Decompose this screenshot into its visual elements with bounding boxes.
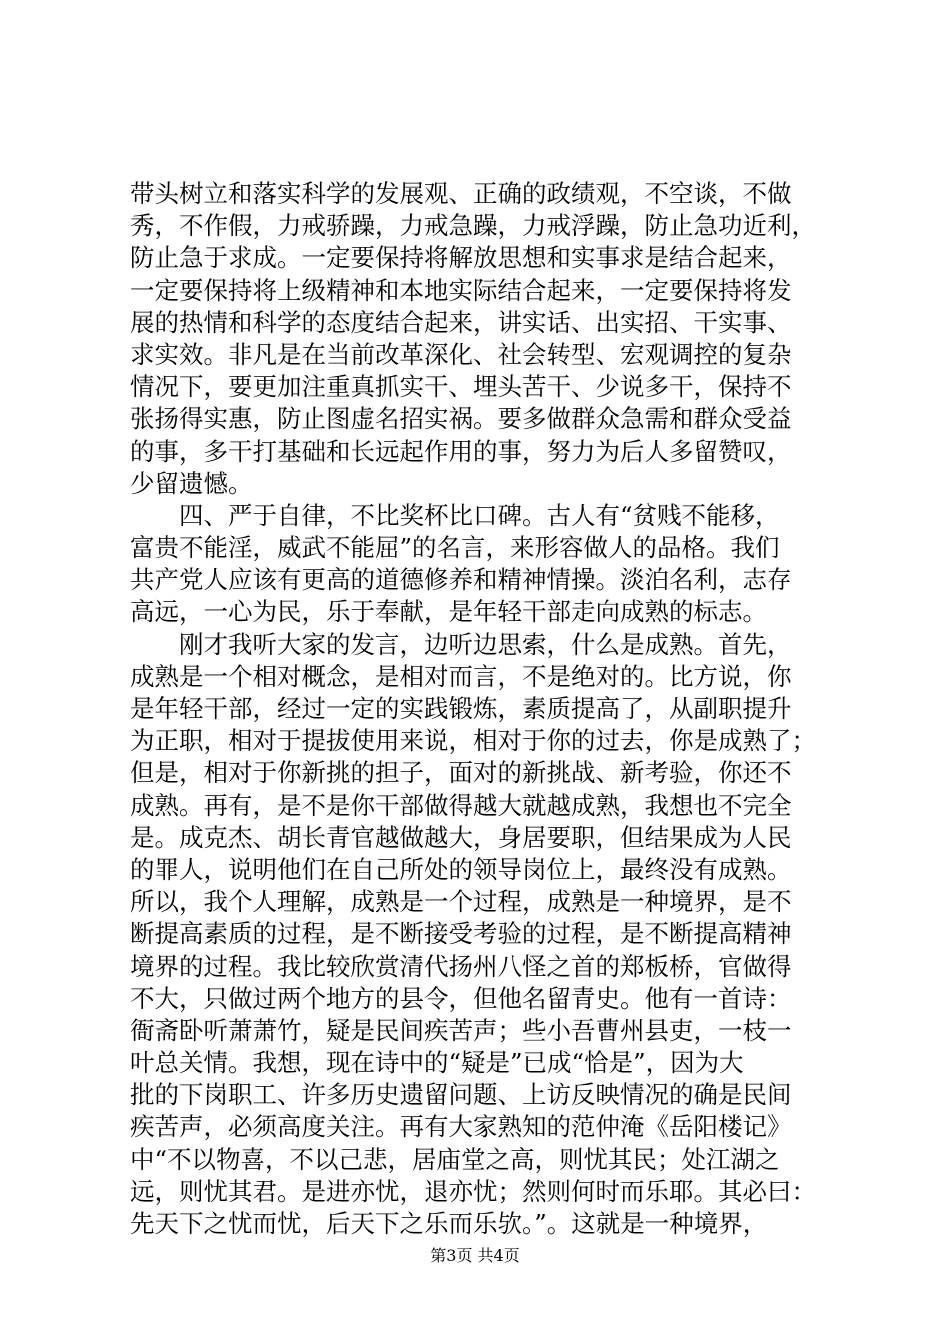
text-line: 带头树立和落实科学的发展观、正确的政绩观，不空谈，不做	[130, 179, 792, 208]
text-line: 是。成克杰、胡长青官越做越大，身居要职，但结果成为人民	[130, 822, 792, 852]
text-line: 共产党人应该有更高的道德修养和精神情操。淡泊名利，志存	[130, 565, 792, 595]
text-line: 疾苦声，必须高度关注。再有大家熟知的范仲淹《岳阳楼记》	[130, 1112, 792, 1142]
text-line: 情况下，要更加注重真抓实干、埋头苦干、少说多干，保持不	[130, 372, 792, 402]
page-number-footer: 第3页 共4页	[430, 1246, 520, 1265]
text-line: 境界的过程。我比较欣赏清代扬州八怪之首的郑板桥，官做得	[130, 951, 792, 981]
text-line: 中“不以物喜，不以己悲，居庙堂之高，则忧其民；处江湖之	[130, 1144, 780, 1174]
text-line: 防止急于求成。一定要保持将解放思想和实事求是结合起来，	[130, 243, 792, 273]
text-line: 远，则忧其君。是进亦忧，退亦忧；然则何时而乐耶。其必曰：	[130, 1176, 816, 1206]
text-line: 批的下岗职工、许多历史遗留问题、上访反映情况的确是民间	[130, 1080, 792, 1110]
text-line: 的罪人，说明他们在自己所处的领导岗位上，最终没有成熟。	[130, 854, 792, 884]
text-line: 展的热情和科学的态度结合起来，讲实话、出实招、干实事、	[130, 307, 792, 337]
text-line: 秀，不作假，力戒骄躁，力戒急躁，力戒浮躁，防止急功近利，	[130, 211, 816, 241]
text-line: 衙斋卧听萧萧竹，疑是民间疾苦声；些小吾曹州县吏，一枝一	[130, 1015, 792, 1045]
text-line: 一定要保持将上级精神和本地实际结合起来，一定要保持将发	[130, 275, 792, 305]
text-line: 求实效。非凡是在当前改革深化、社会转型、宏观调控的复杂	[130, 339, 792, 369]
text-line: 不大，只做过两个地方的县令，但他名留青史。他有一首诗：	[130, 983, 792, 1013]
text-line: 是年轻干部，经过一定的实践锻炼，素质提高了，从副职提升	[130, 694, 792, 723]
text-line: 叶总关情。我想，现在诗中的“疑是”已成“恰是”，因为大	[130, 1048, 744, 1078]
text-line: 为正职，相对于提拔使用来说，相对于你的过去，你是成熟了；	[130, 726, 816, 756]
text-line: 少留遗憾。	[130, 468, 253, 498]
body-text	[130, 178, 830, 1240]
text-line: 富贵不能淫，威武不能屈”的名言，来形容做人的品格。我们	[130, 533, 780, 563]
text-line: 但是，相对于你新挑的担子，面对的新挑战、新考验，你还不	[130, 758, 792, 788]
text-line: 刚才我听大家的发言，边听边思索，什么是成熟。首先，	[130, 629, 792, 659]
text-line: 成熟。再有，是不是你干部做得越大就越成熟，我想也不完全	[130, 790, 792, 820]
text-line: 的事，多干打基础和长远起作用的事，努力为后人多留赞叹，	[130, 436, 792, 466]
text-line: 所以，我个人理解，成熟是一个过程，成熟是一种境界，是不	[130, 887, 792, 917]
text-line: 四、严于自律，不比奖杯比口碑。古人有“贫贱不能移，	[130, 500, 780, 530]
text-line: 高远，一心为民，乐于奉献，是年轻干部走向成熟的标志。	[130, 597, 767, 627]
text-line: 成熟是一个相对概念，是相对而言，不是绝对的。比方说，你	[130, 661, 792, 691]
text-line: 断提高素质的过程，是不断接受考验的过程，是不断提高精神	[130, 919, 792, 949]
text-line: 张扬得实惠，防止图虚名招实祸。要多做群众急需和群众受益	[130, 404, 792, 434]
text-line: 先天下之忧而忧，后天下之乐而乐欤。”。这就是一种境界，	[130, 1209, 768, 1238]
